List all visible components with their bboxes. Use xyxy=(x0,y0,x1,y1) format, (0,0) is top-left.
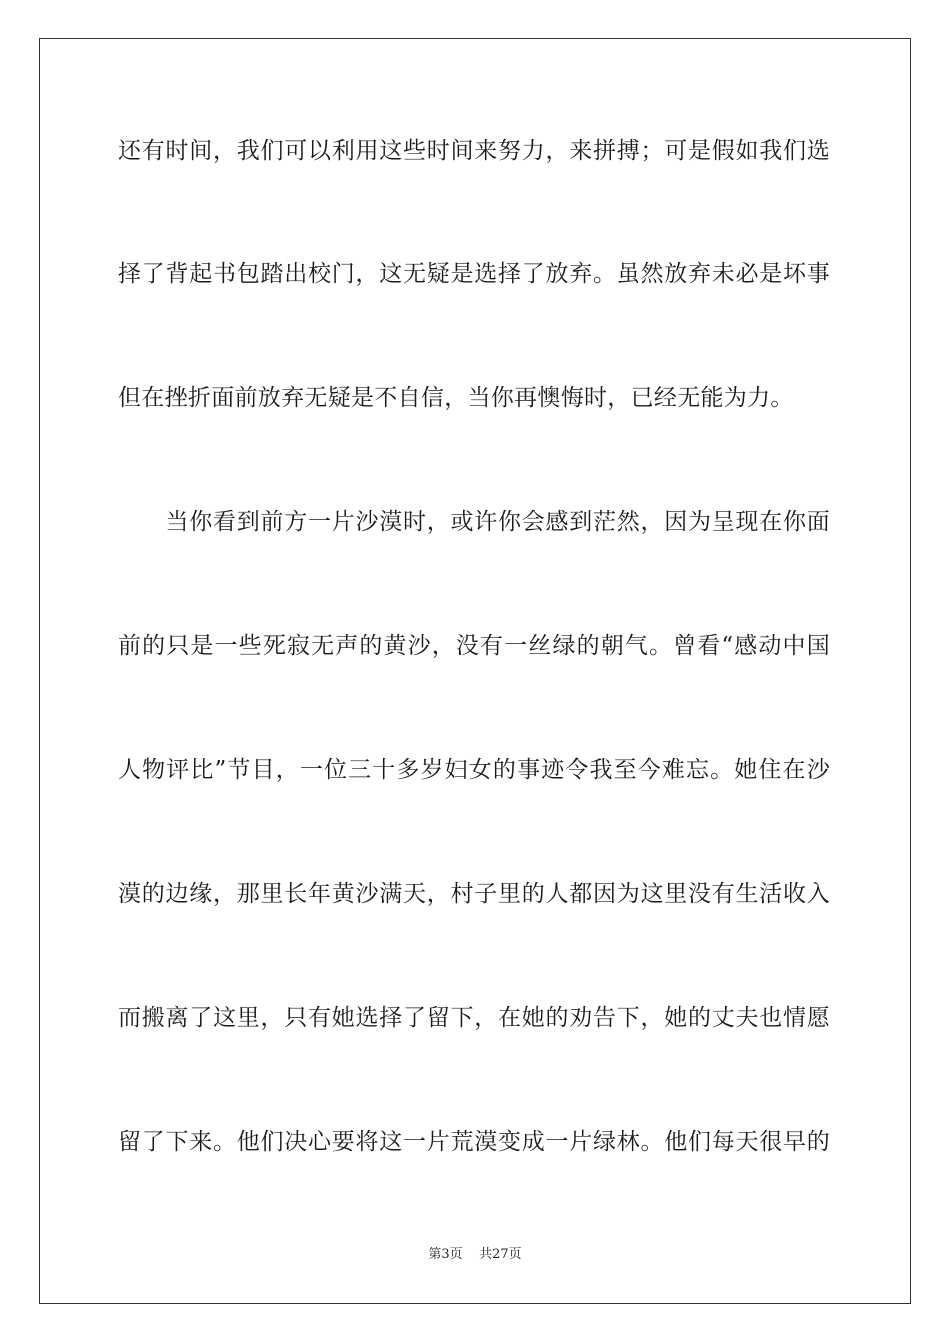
page-border xyxy=(39,38,911,1304)
text-line-9: 留了下来。他们决心要将这一片荒漠变成一片绿林。他们每天很早的 xyxy=(118,1129,830,1155)
text-line-5: 前的只是一些死寂无声的黄沙，没有一丝绿的朝气。曾看“感动中国 xyxy=(118,633,830,659)
text-line-2: 择了背起书包踏出校门，这无疑是选择了放弃。虽然放弃未必是坏事 xyxy=(118,261,830,287)
text-line-6: 人物评比”节目，一位三十多岁妇女的事迹令我至今难忘。她住在沙 xyxy=(118,757,830,783)
text-line-4: 当你看到前方一片沙漠时，或许你会感到茫然，因为呈现在你面 xyxy=(118,509,830,535)
text-line-7: 漠的边缘，那里长年黄沙满天，村子里的人都因为这里没有生活收入 xyxy=(118,881,830,907)
text-line-8: 而搬离了这里，只有她选择了留下，在她的劝告下，她的丈夫也情愿 xyxy=(118,1005,830,1031)
text-line-3: 但在挫折面前放弃无疑是不自信，当你再懊悔时，已经无能为力。 xyxy=(118,385,794,411)
page-footer xyxy=(0,1247,950,1263)
total-pages: 共27页 xyxy=(479,1247,522,1262)
text-line-1: 还有时间，我们可以利用这些时间来努力，来拼搏；可是假如我们选 xyxy=(118,138,830,164)
page-number: 第3页 xyxy=(428,1247,463,1262)
